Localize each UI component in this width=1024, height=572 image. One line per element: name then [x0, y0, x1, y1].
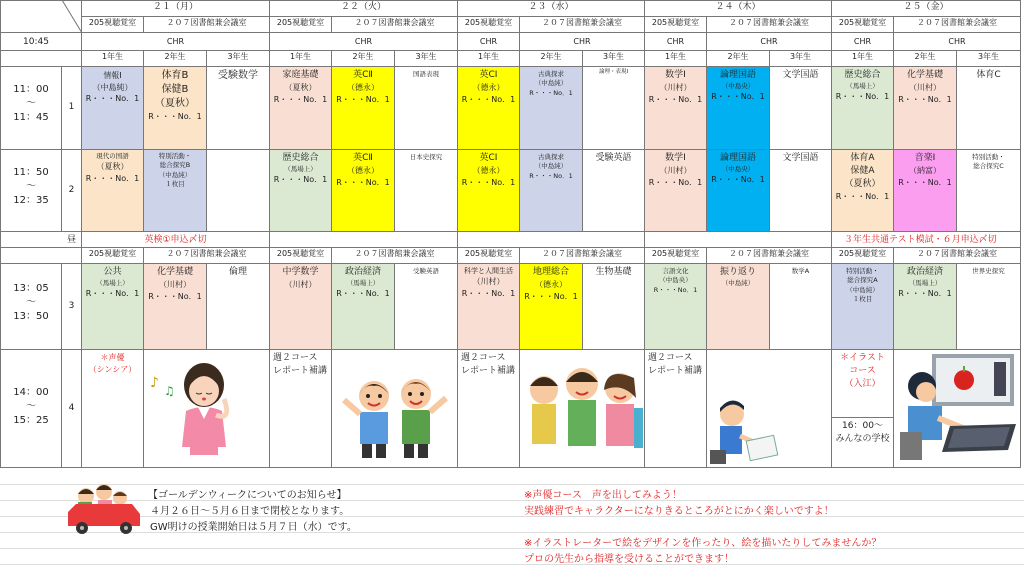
chr-time: 10:45	[0, 33, 82, 51]
grade-label: 3年生	[957, 51, 1021, 67]
gw-notice-title: 【ゴールデンウィークについてのお知らせ】	[148, 490, 347, 501]
lesson-cell: 中学数学 （川村）	[270, 264, 332, 350]
lesson-cell: 言語文化 （中島央） R・・・No．1	[645, 264, 707, 350]
period-number: 4	[62, 350, 82, 468]
grade-label: 1年生	[458, 51, 520, 67]
lesson-cell: 数学Ⅰ （川村） R・・・No．1	[645, 150, 707, 232]
student-studying-illustration	[710, 398, 780, 466]
room-a: 205視聴覚室	[82, 17, 144, 33]
grade-label: 3年生	[770, 51, 832, 67]
voice-note-line2: 実践練習でキャラクターになりきるところがとにかく楽しいですよ！	[524, 506, 834, 517]
lesson-cell: 地理総合 （德永） R・・・No．1	[520, 264, 583, 350]
lesson-cell: 振り返り （中島純）	[707, 264, 770, 350]
lesson-cell: 論理・表現Ⅰ	[583, 67, 645, 150]
period-number: 2	[62, 150, 82, 232]
lesson-cell: 科学と人間生活 （川村） R・・・No．1	[458, 264, 520, 350]
chr-label: CHR	[520, 33, 645, 51]
lesson-cell: 公共 （馬場上） R・・・No．1	[82, 264, 144, 350]
lesson-cell: 体育A 保健A （夏秋） R・・・No．1	[832, 150, 894, 232]
room-a: 205視聴覚室	[832, 248, 894, 264]
lesson-cell: 英CⅠ （德永） R・・・No．1	[458, 67, 520, 150]
singing-girl-illustration	[146, 355, 266, 463]
lesson-cell: 体育B 保健B （夏秋） R・・・No．1	[144, 67, 207, 150]
period-sep: 〜	[26, 98, 36, 109]
period-time	[0, 67, 62, 150]
illust-note-line2: プロの先生から指導を受けることができます！	[524, 554, 734, 565]
grade-label: 2年生	[894, 51, 957, 67]
lunch-empty	[645, 232, 832, 248]
day-header-wed: ２３（水）	[458, 0, 645, 17]
grade-label: 2年生	[520, 51, 583, 67]
lesson-cell: 数学Ⅰ （川村） R・・・No．1	[645, 67, 707, 150]
lesson-cell: 倫理	[207, 264, 270, 350]
lesson-cell: 現代の国語 （夏秋） R・・・No．1	[82, 150, 144, 232]
grade-label: 3年生	[207, 51, 270, 67]
room-a: 205視聴覚室	[458, 17, 520, 33]
grade-label: 3年生	[583, 51, 645, 67]
lesson-cell: 生物基礎	[583, 264, 645, 350]
grade-label: 1年生	[832, 51, 894, 67]
grade-label: 1年生	[270, 51, 332, 67]
lesson-cell: 国語表現	[395, 67, 458, 150]
lesson-cell: 英CⅡ （德永） R・・・No．1	[332, 67, 395, 150]
notes-area	[0, 468, 1024, 572]
chr-label: CHR	[832, 33, 894, 51]
room-b: ２０７図書館兼会議室	[520, 248, 645, 264]
room-a: 205視聴覚室	[832, 17, 894, 33]
grade-label: 2年生	[707, 51, 770, 67]
illustration-course-cell: ＊イラスト コース （入江）	[832, 350, 894, 418]
lesson-cell: 歴史総合 （馬場上） R・・・No．1	[832, 67, 894, 150]
minna-school-cell: 16：00〜 みんなの学校	[832, 418, 894, 468]
grade-row-spacer	[0, 51, 82, 67]
grade-label: 1年生	[645, 51, 707, 67]
chr-label: CHR	[458, 33, 520, 51]
lesson-cell: 音楽Ⅰ （納富） R・・・No．1	[894, 150, 957, 232]
period-time: 14：00 〜 15：25	[0, 350, 62, 468]
period-start: 11：00	[13, 84, 49, 95]
period-number: 1	[62, 67, 82, 150]
day-header-fri: ２５（金）	[832, 0, 1021, 17]
lesson-cell: 文学国語	[770, 67, 832, 150]
room-a: 205視聴覚室	[645, 17, 707, 33]
voice-course-cell: ＊声優 （シンシア）	[82, 350, 144, 468]
period-time: 13：05 〜 13：50	[0, 264, 62, 350]
boys-cheering-illustration	[340, 370, 450, 460]
lesson-cell: 世界史探究	[957, 264, 1021, 350]
lesson-cell: 数学A	[770, 264, 832, 350]
lesson-cell: 受験英語	[583, 150, 645, 232]
report-cell: 週２コース レポート補講	[645, 350, 707, 468]
lesson-cell: 日本史探究	[395, 150, 458, 232]
lesson-cell: 文学国語	[770, 150, 832, 232]
room-b: ２０７図書館兼会議室	[332, 248, 458, 264]
room-b: ２０７図書館兼会議室	[144, 17, 270, 33]
family-car-illustration	[64, 482, 144, 538]
lesson-cell: 体育C	[957, 67, 1021, 150]
chr-label: CHR	[82, 33, 270, 51]
lesson-cell: 受験英語	[395, 264, 458, 350]
lesson-cell: 英CⅡ （德永） R・・・No．1	[332, 150, 395, 232]
grade-label: 2年生	[332, 51, 395, 67]
chr-label: CHR	[270, 33, 458, 51]
grade-label: 3年生	[395, 51, 458, 67]
lunch-label: 昼	[0, 232, 82, 248]
room-a: 205視聴覚室	[645, 248, 707, 264]
chr-label: CHR	[707, 33, 832, 51]
lesson-cell: 政治経済 （馬場上） R・・・No．1	[332, 264, 395, 350]
lesson-cell: 化学基礎 （川村） R・・・No．1	[894, 67, 957, 150]
corner-diagonal	[62, 0, 82, 33]
gw-notice-line1: ４月２６日〜５月６日まで閉校となります。	[150, 506, 350, 517]
rooms-spacer	[0, 248, 82, 264]
room-a: 205視聴覚室	[270, 17, 332, 33]
room-b: ２０７図書館兼会議室	[707, 248, 832, 264]
room-b: ２０７図書館兼会議室	[707, 17, 832, 33]
room-b: ２０７図書館兼会議室	[520, 17, 645, 33]
illust-note-line1: ※イラストレーターで絵をデザインを作ったり、絵を描いたりしてみませんか？	[524, 538, 882, 549]
period-time: 11：50 〜 12：35	[0, 150, 62, 232]
lesson-cell: 化学基礎 （川村） R・・・No．1	[144, 264, 207, 350]
day-header-tue: ２２（火）	[270, 0, 458, 17]
period-number: 3	[62, 264, 82, 350]
lesson-cell: 特別活動・ 総合探究A （中島純） １枚目	[832, 264, 894, 350]
day-header-thu: ２４（木）	[645, 0, 832, 17]
grade-label: 2年生	[144, 51, 207, 67]
room-b: ２０７図書館兼会議室	[332, 17, 458, 33]
lesson-cell: 論理国語 （中島央） R・・・No．1	[707, 150, 770, 232]
lunch-notice-mon: 英検①申込〆切	[82, 232, 270, 248]
lunch-empty	[270, 232, 458, 248]
grade-label: 1年生	[82, 51, 144, 67]
lunch-notice-fri: ３年生共通テスト模試・６月申込〆切	[832, 232, 1021, 248]
lesson-cell: 特別活動・ 総合探究B （中島純） １枚目	[144, 150, 207, 232]
day-header-mon: ２１（月）	[82, 0, 270, 17]
lesson-cell: 政治経済 （馬場上） R・・・No．1	[894, 264, 957, 350]
lunch-empty	[458, 232, 645, 248]
report-cell: 週２コース レポート補講	[270, 350, 332, 468]
lesson-cell: 論理国語 （中島央） R・・・No．1	[707, 67, 770, 150]
room-a: 205視聴覚室	[82, 248, 144, 264]
lesson-cell: 英CⅠ （德永） R・・・No．1	[458, 150, 520, 232]
gw-notice-line2: GW明けの授業開始日は５月７日（水）です。	[150, 522, 357, 533]
chr-label: CHR	[894, 33, 1021, 51]
room-a: 205視聴覚室	[458, 248, 520, 264]
lesson-cell: 情報Ⅰ （中島純） R・・・No．1	[82, 67, 144, 150]
room-b: ２０７図書館兼会議室	[894, 248, 1021, 264]
lesson-cell: 特別活動・ 総合探究C	[957, 150, 1021, 232]
room-a: 205視聴覚室	[270, 248, 332, 264]
room-b: ２０７図書館兼会議室	[144, 248, 270, 264]
svg-text:♪: ♪	[150, 375, 159, 391]
digital-illustrator-illustration	[898, 352, 1020, 464]
children-group-illustration	[522, 364, 643, 464]
voice-note-line1: ※声優コース 声を出してみよう！	[524, 490, 682, 501]
report-cell: 週２コース レポート補講	[458, 350, 520, 468]
chr-label: CHR	[645, 33, 707, 51]
svg-text:♫: ♫	[164, 384, 175, 398]
period-end: 11：45	[13, 112, 49, 123]
lesson-cell: 家庭基礎 （夏秋） R・・・No．1	[270, 67, 332, 150]
lesson-cell: 歴史総合 （馬場上） R・・・No．1	[270, 150, 332, 232]
lesson-cell: 受験数学	[207, 67, 270, 150]
lesson-cell	[207, 150, 270, 232]
lesson-cell: 古典探求 （中島純） R・・・No．1	[520, 150, 583, 232]
room-b: ２０７図書館兼会議室	[894, 17, 1021, 33]
lesson-cell: 古典探求 （中島純） R・・・No．1	[520, 67, 583, 150]
